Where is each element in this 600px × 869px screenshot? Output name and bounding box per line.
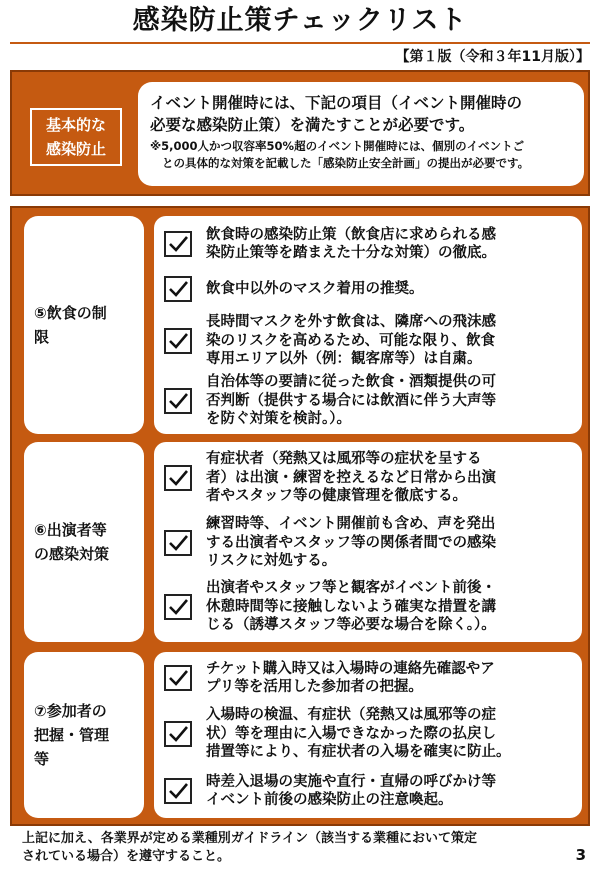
checkbox[interactable] (164, 465, 192, 491)
item-text-line: 否判断（提供する場合には飲酒に伴う大声等 (206, 392, 496, 409)
item-text-line: 染防止策等を踏まえた十分な対策）の徹底。 (206, 245, 496, 261)
item-text-line: 染のリスクを高めるため、可能な限り、飲食 (206, 332, 496, 349)
section-label (24, 442, 144, 642)
checkbox[interactable] (164, 721, 192, 747)
checklist-panel (154, 442, 582, 642)
checkmark-icon (166, 667, 190, 689)
checkmark-icon (166, 780, 190, 802)
item-text-line: じる（誘導スタッフ等必要な場合を除く。）。 (206, 617, 496, 634)
page-number: 3 (575, 846, 586, 864)
item-text-line: 休憩時間等に接触しないよう確実な措置を講 (206, 598, 496, 615)
basic-main-text (150, 92, 574, 136)
item-text-line: する出演者やスタッフ等の関係者間での感染 (206, 534, 496, 551)
title-underline (10, 42, 590, 44)
checkbox[interactable] (164, 231, 192, 257)
basic-main-line2: 必要な感染防止策）を満たすことが必要です。 (150, 116, 475, 134)
section-label-line2: 限 (34, 328, 50, 346)
checkbox[interactable] (164, 778, 192, 804)
checklist-item (154, 370, 582, 432)
item-text-line: 長時間マスクを外す飲食は、隣席への飛沫感 (206, 314, 496, 331)
checklist-item (154, 512, 582, 574)
checkmark-icon (166, 467, 190, 489)
checklist-item (154, 656, 582, 700)
checklist-item (154, 310, 582, 372)
item-text-line: 時差入退場の実施や直行・直帰の呼びかけ等 (206, 773, 496, 790)
footer-note (22, 830, 562, 866)
item-text-line: リスクに対処する。 (206, 553, 337, 570)
item-text (206, 515, 502, 571)
checkmark-icon (166, 330, 190, 352)
item-text-line: チケット購入時又は入場時の連絡先確認やア (206, 660, 495, 677)
checkbox[interactable] (164, 530, 192, 556)
checklist-panel (154, 652, 582, 818)
checkbox[interactable] (164, 328, 192, 354)
basic-label-line1: 基本的な (45, 116, 106, 134)
checkbox[interactable] (164, 388, 192, 414)
item-text-line: 飲食中以外のマスク着用の推奨。 (206, 280, 424, 297)
item-text-line: 者）は出演・練習を控えるなど日常から出演 (206, 469, 496, 486)
item-text-line: 飲食時の感染防止策（飲食店に求められる感 (206, 226, 496, 243)
item-text-line: を防ぐ対策を検討。）。 (206, 411, 351, 428)
item-text-line: 出演者やスタッフ等と観客がイベント前後・ (206, 580, 496, 597)
basic-note-text (150, 138, 574, 172)
item-text (206, 660, 501, 697)
section-label-line2: の感染対策 (34, 545, 110, 563)
basic-note-line2: との具体的な対策を記載した「感染防止安全計画」の提出が必要です。 (162, 156, 530, 170)
page-title: 感染防止策チェックリスト (132, 5, 468, 36)
section-label-line1: ⑤飲食の制 (34, 304, 107, 322)
edition-label: 【第１版（令和３年11月版）】 (395, 49, 590, 65)
item-text (206, 313, 502, 369)
checklist-item (154, 702, 582, 766)
basic-prevention-box (10, 70, 590, 196)
checklist-item (154, 446, 582, 510)
checklist-item (154, 576, 582, 638)
item-text-line: プリ等を活用した参加者の把握。 (206, 679, 423, 695)
checklist-item (154, 768, 582, 814)
checkmark-icon (166, 596, 190, 618)
checkmark-icon (166, 390, 190, 412)
item-text-line: イベント前後の感染防止の注意喚起。 (206, 792, 453, 808)
footer-line1: 上記に加え、各業界が定める業種別ガイドライン（該当する業種において策定 (22, 831, 478, 846)
basic-note-line1: ※5,000人かつ収容率50%超のイベント開催時には、個別のイベントご (150, 139, 525, 153)
checklist-panel (154, 216, 582, 434)
item-text (206, 373, 502, 429)
checkmark-icon (166, 723, 190, 745)
checkbox[interactable] (164, 276, 192, 302)
checkmark-icon (166, 532, 190, 554)
item-text-line: 自治体等の要請に従った飲食・酒類提供の可 (206, 374, 496, 391)
item-text-line: 状）等を理由に入場できなかった際の払戻し (206, 725, 496, 742)
checkbox[interactable] (164, 594, 192, 620)
section-label-line2: 把握・管理 (34, 726, 110, 744)
item-text (206, 706, 517, 762)
section-label (24, 652, 144, 818)
item-text (206, 226, 502, 263)
checkmark-icon (166, 278, 190, 300)
item-text (206, 450, 502, 506)
item-text-line: 入場時の検温、有症状（発熱又は風邪等の症 (206, 707, 496, 724)
item-text (206, 579, 502, 635)
basic-prevention-panel (138, 82, 584, 186)
section-label (24, 216, 144, 434)
checkbox[interactable] (164, 665, 192, 691)
checkmark-icon (166, 233, 190, 255)
item-text (206, 773, 502, 810)
measures-box (10, 206, 590, 826)
section-label-line1: ⑦参加者の (34, 702, 107, 720)
item-text-line: 有症状者（発熱又は風邪等の症状を呈する (206, 451, 482, 468)
section-label-line1: ⑥出演者等 (34, 521, 107, 539)
item-text-line: 専用エリア以外（例：観客席等）は自粛。 (206, 351, 482, 368)
item-text (206, 280, 430, 299)
item-text-line: 者やスタッフ等の健康管理を徹底する。 (206, 488, 467, 505)
section-label-line3: 等 (34, 750, 50, 768)
item-text-line: 措置等により、有症状者の入場を確実に防止。 (206, 744, 511, 761)
item-text-line: 練習時等、イベント開催前も含め、声を発出 (206, 516, 496, 533)
checklist-item (154, 270, 582, 308)
basic-label-line2: 感染防止 (45, 140, 106, 158)
basic-prevention-label (30, 108, 122, 166)
checklist-item (154, 220, 582, 268)
footer-line2: されている場合）を遵守すること。 (22, 849, 231, 864)
basic-main-line1: イベント開催時には、下記の項目（イベント開催時の (150, 94, 523, 112)
